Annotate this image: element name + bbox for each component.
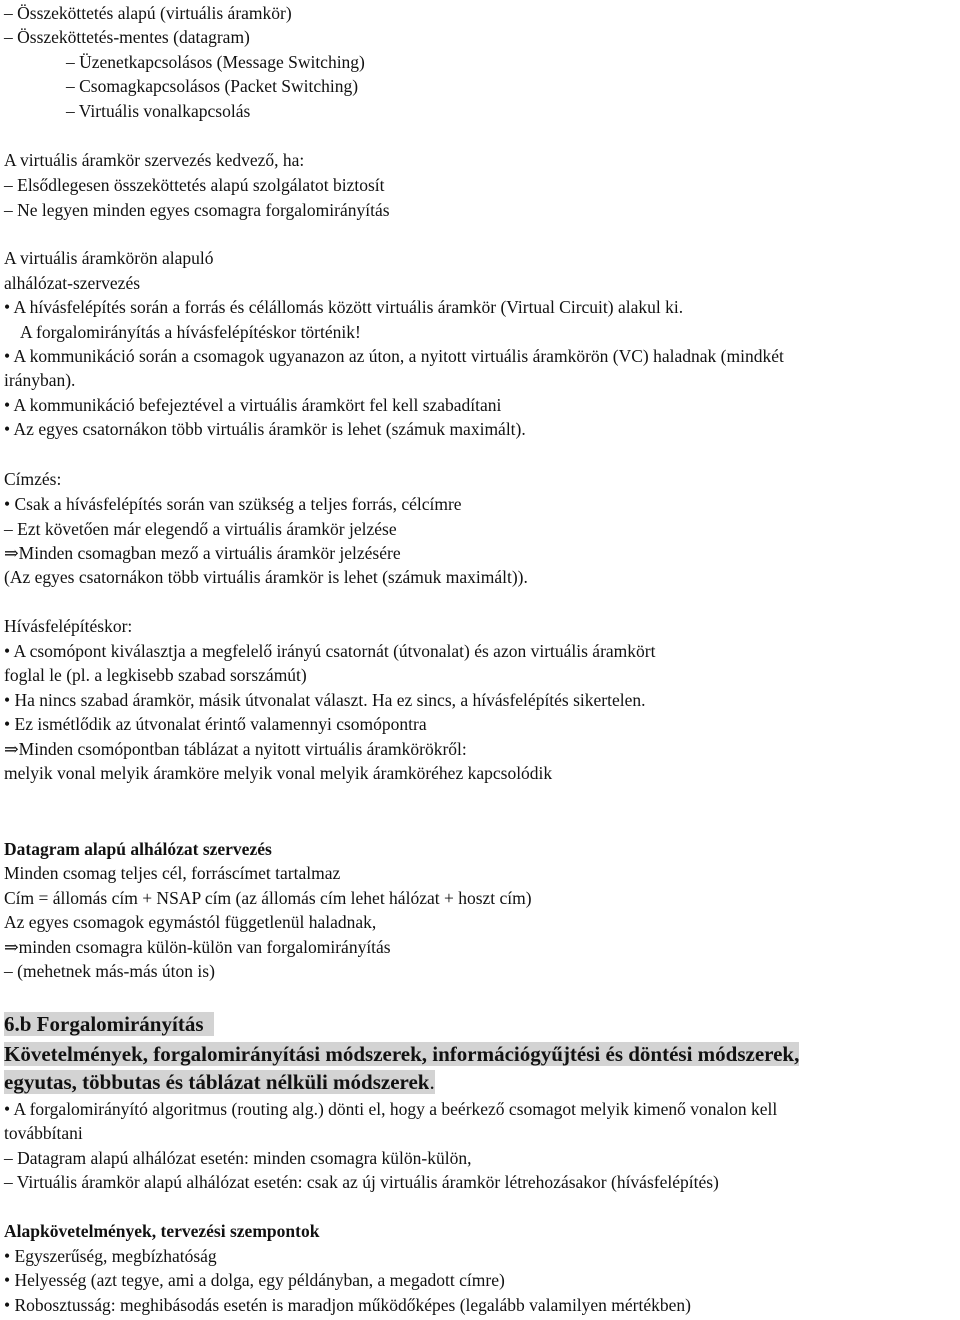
text-line: – Csomagkapcsolásos (Packet Switching) (66, 76, 359, 96)
text-line: A virtuális áramkörön alapuló (4, 248, 214, 268)
text-line: – Datagram alapú alhálózat esetén: minden csomagra külön-külön, (4, 1148, 472, 1168)
text-line: • Ez ismétlődik az útvonalat érintő valamennyi csomópontra (4, 714, 427, 734)
chapter-subtitle-line: egyutas, többutas és táblázat nélküli módszerek (4, 1070, 430, 1094)
text-line: – Összeköttetés-mentes (datagram) (4, 27, 250, 47)
text-line: • A hívásfelépítés során a forrás és célállomás között virtuális áramkör (Virtual Circuit) alakul ki. (4, 297, 684, 317)
text-line: – Ne legyen minden egyes csomagra forgalomirányítás (4, 200, 390, 220)
text-line: ⇒minden csomagra külön-külön van forgalomirányítás (4, 937, 391, 957)
chapter-subtitle (4, 1041, 799, 1067)
text-line: Címzés: (4, 469, 62, 489)
text-line: • Helyesség (azt tegye, ami a dolga, egy példányban, a megadott címre) (4, 1270, 505, 1290)
text-line: • A forgalomirányító algoritmus (routing alg.) dönti el, hogy a beérkező csomagot melyik kimenő vonalon kell (4, 1099, 778, 1119)
text-line: – Virtuális vonalkapcsolás (66, 101, 251, 121)
text-line: • Egyszerűség, megbízhatóság (4, 1246, 217, 1266)
text-line: • Robosztusság: meghibásodás esetén is maradjon működőképes (legalább valamilyen mértékben) (4, 1295, 691, 1315)
text-line: • A kommunikáció befejeztével a virtuális áramkört fel kell szabadítani (4, 395, 502, 415)
chapter-subtitle-dot: . (429, 1070, 435, 1094)
text-line: ⇒Minden csomagban mező a virtuális áramkör jelzésére (4, 543, 401, 563)
chapter-heading (4, 1011, 214, 1037)
text-line: • A kommunikáció során a csomagok ugyanazon az úton, a nyitott virtuális áramkörön (VC) haladnak (mindkét (4, 346, 784, 366)
text-line: alhálózat-szervezés (4, 273, 141, 293)
text-line: • Csak a hívásfelépítés során van szükség a teljes forrás, célcímre (4, 494, 462, 514)
text-line: – Összeköttetés alapú (virtuális áramkör) (4, 3, 292, 23)
text-line: A forgalomirányítás a hívásfelépítéskor történik! (20, 322, 361, 342)
text-line: továbbítani (4, 1123, 83, 1143)
text-line: – Ezt követően már elegendő a virtuális áramkör jelzése (4, 519, 397, 539)
text-line: ⇒Minden csomópontban táblázat a nyitott virtuális áramkörökről: (4, 739, 467, 759)
text-line: Hívásfelépítéskor: (4, 616, 133, 636)
text-line: Cím = állomás cím + NSAP cím (az állomás cím lehet hálózat + hoszt cím) (4, 888, 532, 908)
text-line: • Ha nincs szabad áramkör, másik útvonalat választ. Ha ez sincs, a hívásfelépítés sikertelen. (4, 690, 646, 710)
text-line: • Az egyes csatornákon több virtuális áramkör is lehet (számuk maximált). (4, 419, 526, 439)
text-line: Az egyes csomagok egymástól függetlenül haladnak, (4, 912, 377, 932)
chapter-subtitle (4, 1069, 435, 1095)
chapter-subtitle-line: Követelmények, forgalomirányítási módszerek, információgyűjtési és döntési módszerek, (4, 1042, 800, 1066)
text-line: • A csomópont kiválasztja a megfelelő irányú csatornát (útvonalat) és azon virtuális áramkört (4, 641, 656, 661)
text-line: melyik vonal melyik áramköre melyik vonal melyik áramköréhez kapcsolódik (4, 763, 553, 783)
text-line: irányban). (4, 370, 76, 390)
text-line: (Az egyes csatornákon több virtuális áramkör is lehet (számuk maximált)). (4, 567, 528, 587)
text-line: Minden csomag teljes cél, forráscímet tartalmaz (4, 863, 341, 883)
section-heading: Datagram alapú alhálózat szervezés (4, 839, 272, 859)
text-line: – (mehetnek más-más úton is) (4, 961, 215, 981)
text-line: – Elsődlegesen összeköttetés alapú szolgálatot biztosít (4, 175, 385, 195)
text-line: A virtuális áramkör szervezés kedvező, ha: (4, 150, 305, 170)
text-line: – Üzenetkapcsolásos (Message Switching) (66, 52, 365, 72)
section-heading: Alapkövetelmények, tervezési szempontok (4, 1221, 320, 1241)
text-line: foglal le (pl. a legkisebb szabad sorszámút) (4, 665, 307, 685)
text-line: – Virtuális áramkör alapú alhálózat esetén: csak az új virtuális áramkör létrehozásakor (hívásfelépítés) (4, 1172, 719, 1192)
chapter-title: 6.b Forgalomirányítás (4, 1012, 204, 1036)
